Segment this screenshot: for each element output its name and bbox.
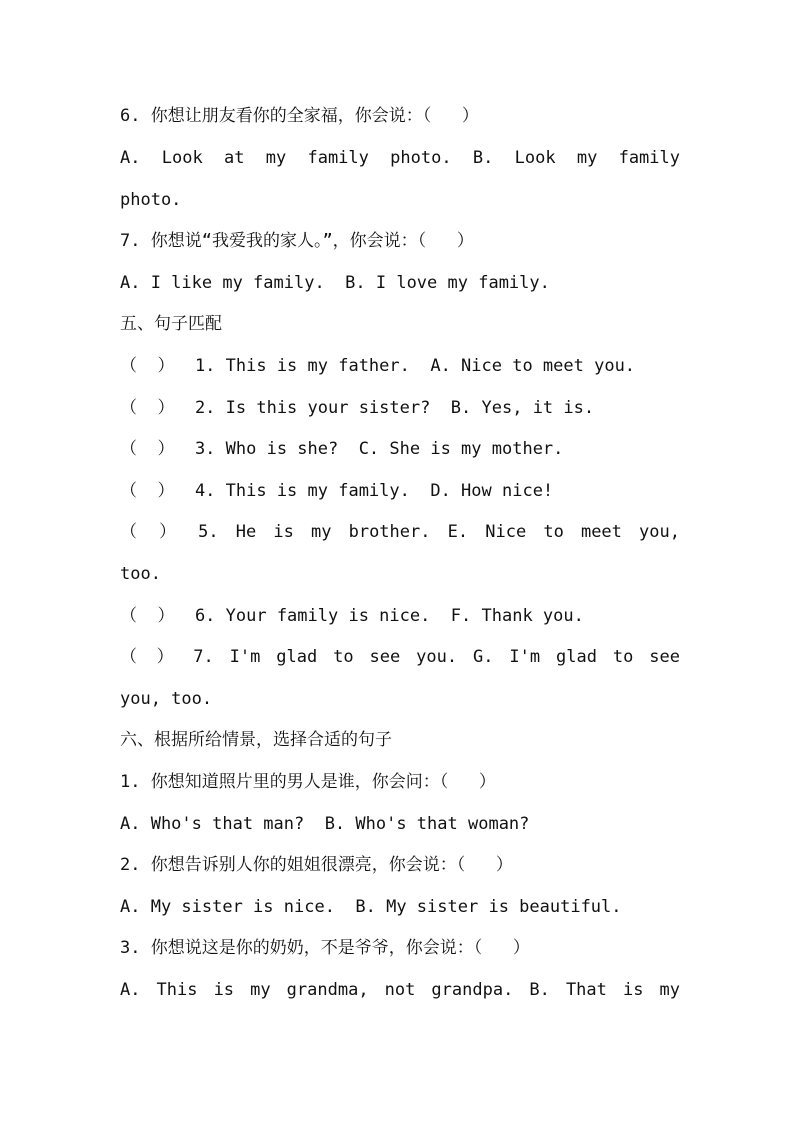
scenario-2: 2. 你想告诉别人你的姐姐很漂亮，你会说：（ ） <box>120 855 513 875</box>
section-6-heading: 六、根据所给情景，选择合适的句子 <box>120 730 392 750</box>
match-item-6: （ ） 6. Your family is nice. F. Thank you. <box>120 606 584 626</box>
scenario-3-options: A. This is my grandma, not grandpa. B. That is my <box>120 980 680 1000</box>
match-item-1: （ ） 1. This is my father. A. Nice to meet you. <box>120 356 636 376</box>
question-6-options: A. Look at my family photo. B. Look my family <box>120 148 680 168</box>
match-item-4: （ ） 4. This is my family. D. How nice! <box>120 481 554 501</box>
question-7: 7. 你想说“我爱我的家人。”，你会说：（ ） <box>120 231 474 251</box>
match-item-5: （ ） 5. He is my brother. E. Nice to meet you, <box>120 522 680 542</box>
scenario-3: 3. 你想说这是你的奶奶，不是爷爷，你会说：（ ） <box>120 938 530 958</box>
scenario-2-options: A. My sister is nice. B. My sister is beautiful. <box>120 897 622 917</box>
match-item-5-cont: too. <box>120 564 161 584</box>
scenario-1: 1. 你想知道照片里的男人是谁，你会问：（ ） <box>120 772 496 792</box>
question-6: 6. 你想让朋友看你的全家福，你会说：（ ） <box>120 106 479 126</box>
question-6-options-cont: photo. <box>120 190 182 210</box>
question-7-options: A. I like my family. B. I love my family. <box>120 273 550 293</box>
scenario-1-options: A. Who's that man? B. Who's that woman? <box>120 814 530 834</box>
match-item-2: （ ） 2. Is this your sister? B. Yes, it is. <box>120 398 595 418</box>
section-5-heading: 五、句子匹配 <box>120 314 222 334</box>
match-item-7: （ ） 7. I'm glad to see you. G. I'm glad to see <box>120 647 680 667</box>
match-item-7-cont: you, too. <box>120 689 213 709</box>
match-item-3: （ ） 3. Who is she? C. She is my mother. <box>120 439 564 459</box>
